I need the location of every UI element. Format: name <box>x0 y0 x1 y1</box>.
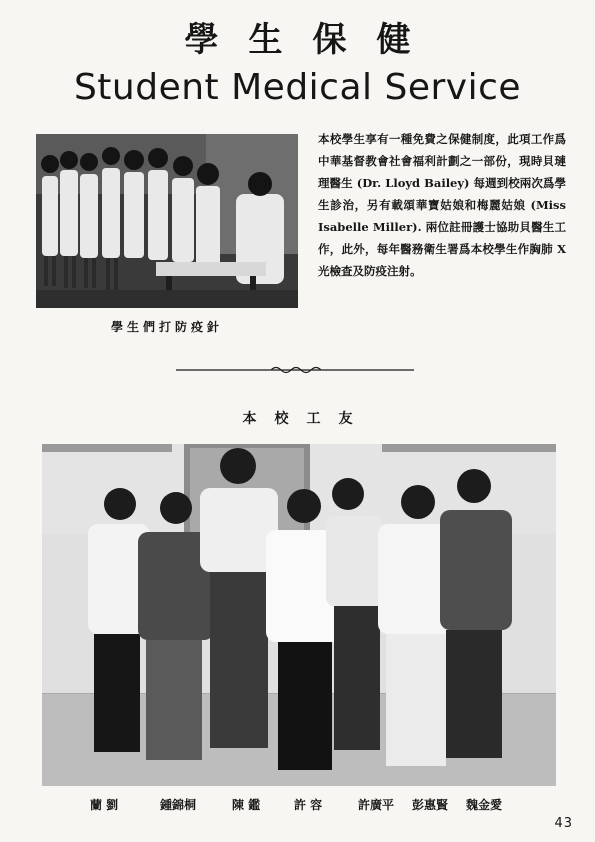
page-number: 43 <box>554 816 573 831</box>
staff-name: 許 容 <box>294 798 323 812</box>
title-chinese: 學生保健 <box>184 20 441 60</box>
photo-caption: 學生們打防疫針 <box>110 320 223 334</box>
ornamental-divider <box>176 365 414 375</box>
staff-names-row <box>42 796 556 816</box>
staff-name: 蘭 劉 <box>90 798 119 812</box>
body-paragraph: 本校學生享有一種免費之保健制度，此項工作爲中華基督教會社會福利計劃之一部份，現時貝璉理醫生 (Dr. Lloyd Bailey) 每週到校兩次爲學生診治，另有載頌華寶姑娘和梅麗姑娘 (Miss Isabelle Miller). 兩位註冊護士協助貝醫生工作，此外，每年醫務衛生署爲本校學生作胸肺 X 光檢查及防疫注射。 <box>318 132 566 278</box>
section-title: 本校工友 <box>242 411 371 427</box>
staff-name: 鍾錦桐 <box>160 798 197 812</box>
staff-name: 魏金愛 <box>466 798 503 812</box>
vaccination-photo <box>36 134 298 308</box>
staff-name: 陳 鑑 <box>232 798 261 812</box>
staff-name: 許廣平 <box>358 798 395 812</box>
staff-name: 彭惠賢 <box>412 798 449 812</box>
staff-group-photo <box>42 444 556 786</box>
title-english: Student Medical Service <box>73 67 522 108</box>
